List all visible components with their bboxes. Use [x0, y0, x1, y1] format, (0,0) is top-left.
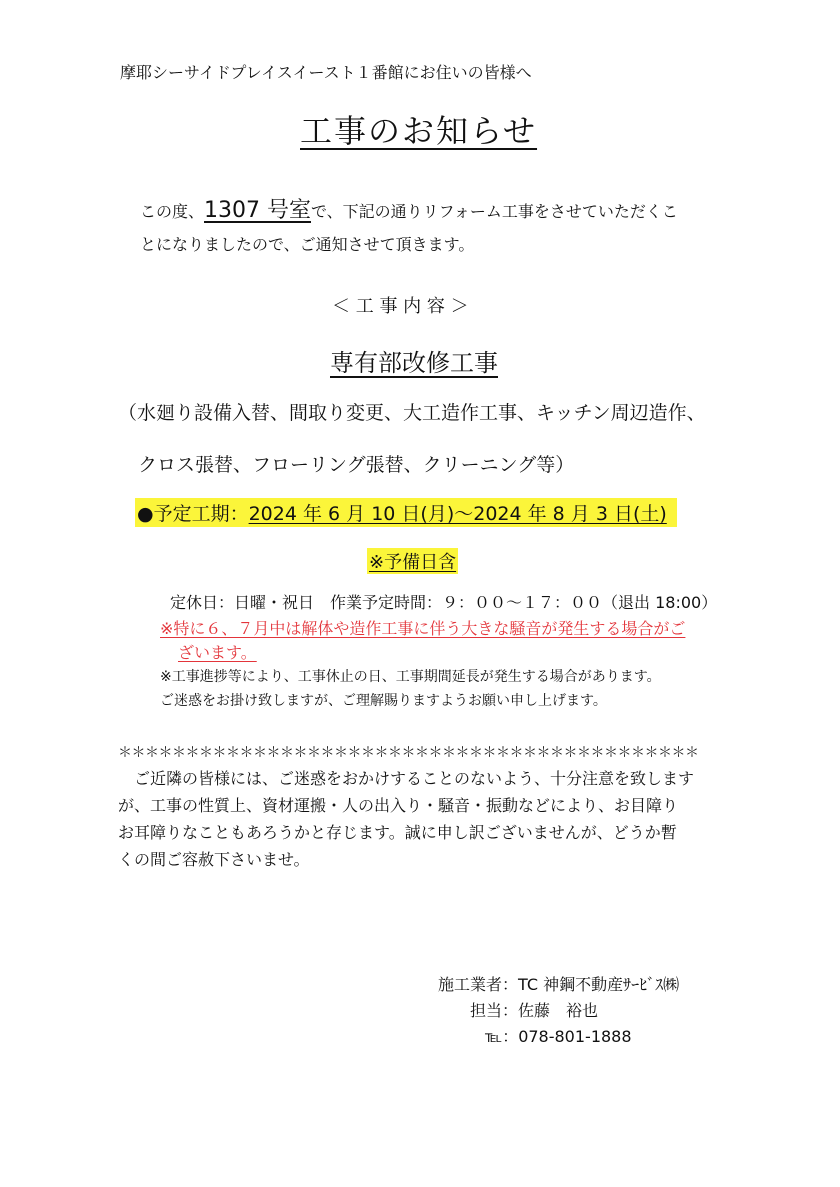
- work-hours: 定休日：日曜・祝日 作業予定時間：９：００～１７：００（退出 18:00）: [170, 593, 718, 612]
- reserve-note: ※予備日含: [367, 548, 458, 574]
- section-heading: ＜ 工 事 内 容 ＞: [332, 296, 469, 317]
- closing-line-2: が、工事の性質上、資材運搬・人の出入り・騒音・振動などにより、お目障り: [118, 796, 679, 815]
- intro-prefix: この度、: [140, 202, 205, 221]
- intro-line-2: とになりましたので、ご通知させて頂きます。: [140, 235, 475, 254]
- intro-line-1: [140, 193, 678, 224]
- contractor-company: 施工業者：TC 神鋼不動産ｻｰﾋﾞｽ㈱: [438, 975, 680, 994]
- noise-warning-line-2: ざいます。: [178, 643, 257, 662]
- work-details-line-1: （水廻り設備入替、間取り変更、大工造作工事、キッチン周辺造作、: [118, 402, 706, 424]
- noise-warning-line-1: ※特に６、７月中は解体や造作工事に伴う大きな騒音が発生する場合がご: [160, 619, 686, 638]
- note-line-1: ※工事進捗等により、工事休止の日、工事期間延長が発生する場合があります。: [160, 669, 661, 685]
- addressee: 摩耶シーサイドプレイスイースト１番館にお住いの皆様へ: [120, 63, 532, 82]
- schedule-label: ●予定工期：: [137, 503, 249, 525]
- divider: ＊＊＊＊＊＊＊＊＊＊＊＊＊＊＊＊＊＊＊＊＊＊＊＊＊＊＊＊＊＊＊＊＊＊＊＊＊＊＊＊＊＊＊: [118, 745, 699, 761]
- closing-line-1: ご近隣の皆様には、ご迷惑をおかけすることのないよう、十分注意を致します: [118, 769, 695, 788]
- work-title: 専有部改修工事: [330, 349, 498, 377]
- note-line-2: ご迷惑をお掛け致しますが、ご理解賜りますようお願い申し上げます。: [160, 693, 607, 709]
- schedule-period: [135, 498, 677, 527]
- intro-suffix: で、下記の通りリフォーム工事をさせていただくこ: [311, 202, 678, 221]
- work-details-line-2: クロス張替、フローリング張替、クリーニング等）: [138, 454, 575, 476]
- schedule-dates: 2024 年 6 月 10 日(月)～2024 年 8 月 3 日(土): [248, 503, 667, 525]
- closing-line-3: お耳障りなこともあろうかと存じます。誠に申し訳ございませんが、どうか暫: [118, 823, 677, 842]
- room-number: 1307 号室: [204, 198, 311, 223]
- contractor-person: 担当：佐藤 裕也: [470, 1001, 599, 1020]
- contractor-tel: ℡：078-801-1888: [485, 1027, 632, 1046]
- page-title: 工事のお知らせ: [300, 112, 538, 150]
- closing-line-4: くの間ご容赦下さいませ。: [118, 850, 310, 869]
